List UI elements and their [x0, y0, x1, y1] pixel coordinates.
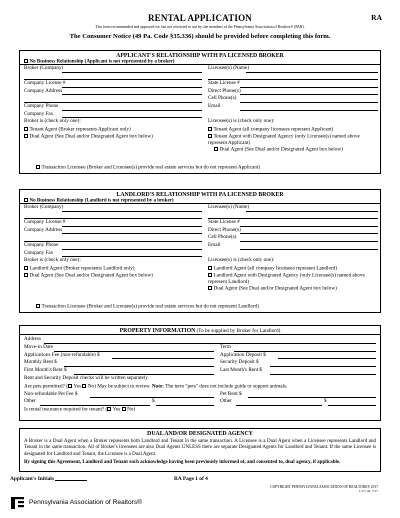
- check-designated-agency[interactable]: [208, 273, 378, 286]
- field-company-address[interactable]: [24, 228, 202, 236]
- checkbox[interactable]: [24, 266, 28, 270]
- applicant-box-title: APPLICANT'S RELATIONSHIP WITH PA LICENSED BROKER: [116, 52, 284, 59]
- check-label: Transaction Licensee (Broker and Licensee(s) provide real estate services but do not represent Landlord): [41, 303, 259, 310]
- field-label: State License #: [208, 80, 240, 87]
- check-label: Dual Agent (See Dual and/or Designated Agent box below): [29, 272, 153, 279]
- form-header: [6, 6, 394, 48]
- field-label: Company License #: [24, 80, 66, 87]
- form-page: [6, 6, 394, 512]
- field-label: Company Fax: [24, 110, 54, 117]
- page-number: RA Page 1 of 4: [174, 476, 208, 482]
- field-company-address[interactable]: [24, 89, 202, 97]
- app-deposit-label: Application Deposit $: [220, 351, 266, 358]
- checkbox[interactable]: [24, 134, 28, 138]
- field-cell-phone[interactable]: [208, 96, 378, 104]
- app-fee-line[interactable]: [112, 358, 214, 359]
- field-label: Address: [24, 336, 42, 342]
- field-broker-company[interactable]: [24, 205, 202, 213]
- checkbox[interactable]: [24, 273, 28, 277]
- pets-no-checkbox[interactable]: [82, 384, 86, 388]
- field-label: Licensee(s) (Name): [208, 65, 250, 71]
- field-label: State License #: [208, 219, 240, 226]
- pet-fee-label: Non-refundable Pet Fee $: [24, 390, 78, 397]
- insurance-question: Is rental insurance required for tenant?: [24, 406, 105, 413]
- field-label: Direct Phone(s): [208, 87, 241, 94]
- insurance-no-label: No: [127, 406, 134, 413]
- field-email[interactable]: [208, 104, 378, 112]
- checkbox[interactable]: [36, 304, 40, 308]
- check-dual-agent[interactable]: [24, 273, 202, 281]
- check-dual-agent[interactable]: [24, 134, 202, 142]
- field-label: Company Address: [24, 87, 63, 94]
- licensee-is-label: Licensee(s) is (check only one):: [208, 257, 275, 264]
- other2-amount-line[interactable]: [328, 405, 376, 406]
- dual-title: DUAL AND/OR DESIGNATED AGENCY: [147, 431, 253, 437]
- landlord-left-col: [24, 205, 202, 281]
- insurance-no-checkbox[interactable]: [122, 407, 126, 411]
- move-in-label: Move-in Date: [24, 343, 53, 350]
- field-label: Email: [208, 241, 221, 248]
- dual-consent: By signing this Agreement, Landlord and Tenant each acknowledge having been previously informed of, and consented to, dual agency, if applicable.: [24, 460, 341, 466]
- field-cell-phone[interactable]: [208, 235, 378, 243]
- field-label: Company Address: [24, 226, 63, 233]
- security-deposit-line[interactable]: [270, 366, 376, 367]
- pets-review: May be subject to review.: [97, 383, 151, 390]
- pet-rent-label: Pet Rent $: [220, 390, 242, 397]
- term-label: Term: [220, 343, 231, 350]
- field-label: Cell Phone(s): [208, 234, 237, 241]
- check-label: Tenant Agent with Designated Agency (only Licensee(s) named above represent Applicant): [208, 133, 360, 146]
- checkbox[interactable]: [24, 59, 28, 63]
- check-dual-agent-licensee[interactable]: [208, 286, 378, 294]
- check-label: Transaction Licensee (Broker and Licensee(s) provide real estate services but do not represent Applicant): [41, 164, 261, 171]
- check-label: Landlord Agent (Broker represents Landlord only): [29, 265, 135, 272]
- check-designated-agency[interactable]: [208, 134, 378, 147]
- last-month-label: Last Month's Rent $: [220, 367, 263, 374]
- field-label: Cell Phone(s): [208, 95, 237, 102]
- form-code: RA: [371, 13, 382, 22]
- check-label: Landlord Agent with Designated Agency (only Licensee(s) named above represent Landlord): [208, 272, 365, 285]
- row-pets: Are pets permitted? ( Yes No) May be subject to review. Note: The term "pets" does not include guide or support animals.: [24, 383, 288, 390]
- field-label: Broker (Company): [24, 65, 64, 71]
- applicant-initials[interactable]: [10, 476, 87, 482]
- field-label: Direct Phone(s): [208, 226, 241, 233]
- checkbox[interactable]: [24, 198, 28, 202]
- monthly-rent-line[interactable]: [64, 366, 214, 367]
- field-label: Company License #: [24, 219, 66, 226]
- pets-yes-checkbox[interactable]: [68, 384, 72, 388]
- field-label: Broker (Company): [24, 204, 64, 210]
- pets-yes-label: Yes: [73, 383, 82, 390]
- checkbox[interactable]: [208, 127, 212, 131]
- security-deposit-label: Security Deposit $: [220, 359, 259, 366]
- form-subtitle: This form recommended and approved for, but not restricted to use by, the members of the Pennsylvania Association of Realtors® (PAR).: [95, 24, 305, 29]
- credit-check-note: Rent and Security Deposit checks will be written separately.: [24, 374, 149, 381]
- licensee-is-label: Licensee(s) is (check only one):: [208, 118, 275, 125]
- property-title: PROPERTY INFORMATION: [119, 327, 196, 334]
- field-licensee-name[interactable]: [208, 205, 378, 213]
- checkbox[interactable]: [214, 147, 218, 151]
- check-label: Landlord Agent (all company licensees represent Landlord): [213, 265, 338, 272]
- other2-amount: $: [324, 398, 327, 405]
- app-fee-label: Applications Fee (non-refundable) $: [24, 351, 100, 358]
- par-logo-icon: [10, 496, 26, 510]
- applicant-box-header: [20, 51, 380, 65]
- property-fields: [24, 337, 376, 415]
- initials-label: Applicant's Initials: [10, 476, 54, 482]
- other1-amount: $: [152, 398, 155, 405]
- checkbox[interactable]: [208, 134, 212, 138]
- revision: 1/17; rel. 7/17: [358, 489, 378, 493]
- landlord-box-header: [20, 190, 380, 204]
- broker-is-label: Broker is (check only one):: [24, 257, 81, 264]
- check-label: Tenant Agent (Broker represents Applicant only): [29, 126, 131, 133]
- other2-line[interactable]: [236, 405, 322, 406]
- pet-rent-line[interactable]: [248, 397, 376, 398]
- check-transaction-licensee[interactable]: [36, 165, 260, 171]
- checkbox[interactable]: [208, 273, 212, 277]
- checkbox[interactable]: [208, 286, 212, 290]
- field-email[interactable]: [208, 243, 378, 251]
- other1-amount-line[interactable]: [156, 405, 214, 406]
- app-deposit-line[interactable]: [278, 358, 376, 359]
- check-label: Dual Agent (See Dual and/or Designated Agent box below): [219, 146, 343, 153]
- property-info-box: [19, 325, 381, 421]
- row-app-fee: [24, 353, 376, 361]
- form-title: RENTAL APPLICATION: [147, 13, 253, 23]
- no-business-label: No Business Relationship (Applicant is not represented by a broker): [29, 59, 175, 65]
- initials-line[interactable]: [55, 477, 87, 481]
- row-insurance: Is rental insurance required for tenant? ( Yes No): [24, 406, 136, 413]
- insurance-yes-checkbox[interactable]: [107, 407, 111, 411]
- insurance-yes-label: Yes: [112, 406, 121, 413]
- check-transaction-licensee[interactable]: [36, 304, 259, 310]
- check-label: Dual Agent (See Dual and/or Designated Agent box below): [29, 133, 153, 140]
- landlord-box-title: LANDLORD'S RELATIONSHIP WITH PA LICENSED BROKER: [116, 191, 284, 198]
- field-licensee-name[interactable]: [208, 66, 378, 74]
- check-label: Dual Agent (See Dual and/or Designated Agent box below): [213, 285, 337, 292]
- field-broker-company[interactable]: [24, 66, 202, 74]
- first-month-label: First Month's Rent $: [24, 367, 67, 374]
- note-label: Note:: [151, 383, 164, 390]
- dual-paragraph: A Broker is a Dual Agent when a Broker represents both Landlord and Tenant in the same transaction. A Licensee is a Dual Agent when a Licensee represents Landlord and Tenant in the same transaction. All of Broker's licensees are also Dual Agents UNLESS there are separate Designated Agents for Landlord and Tenant. If the same Licensee is designated for Landlord and Tenant, the Licensee is a Dual Agent.: [24, 438, 376, 457]
- checkbox[interactable]: [208, 266, 212, 270]
- landlord-broker-box: [19, 189, 381, 313]
- applicant-broker-box: [19, 50, 381, 174]
- applicant-right-col: [208, 66, 378, 155]
- note-text: The term "pets" does not include guide or support animals.: [165, 383, 288, 390]
- row-monthly-rent: [24, 360, 376, 368]
- monthly-rent-label: Monthly Rent $: [24, 359, 57, 366]
- other1-label: Other: [24, 398, 36, 405]
- check-label: Tenant Agent (all company licensees represent Applicant): [213, 126, 334, 133]
- pets-no-label: No: [87, 383, 95, 390]
- field-address[interactable]: [24, 337, 376, 345]
- property-title-note: (To be supplied by Broker for Landlord): [196, 327, 281, 334]
- last-month-line[interactable]: [270, 374, 376, 375]
- page-footer: [6, 476, 394, 512]
- copyright: COPYRIGHT PENNSYLVANIA ASSOCIATION OF REALTORS® 2017: [270, 485, 378, 489]
- broker-is-label: Broker is (check only one):: [24, 118, 81, 125]
- field-label: Licensee(s) (Name): [208, 204, 250, 210]
- landlord-right-col: [208, 205, 378, 294]
- pets-question: Are pets permitted?: [24, 383, 65, 390]
- field-label: Email: [208, 102, 221, 109]
- checkbox[interactable]: [36, 165, 40, 169]
- no-business-label: No Business Relationship (Landlord is not represented by a broker): [29, 198, 174, 204]
- dual-agency-box: [19, 428, 381, 472]
- property-box-header: [20, 326, 380, 335]
- field-label: Company Phone: [24, 241, 59, 248]
- checkbox[interactable]: [24, 127, 28, 131]
- field-label: Company Fax: [24, 249, 54, 256]
- field-label: Company Phone: [24, 102, 59, 109]
- applicant-left-col: [24, 66, 202, 142]
- check-dual-agent-licensee[interactable]: [208, 147, 378, 155]
- logo-text: Pennsylvania Association of Realtors®: [29, 499, 142, 506]
- consumer-notice: The Consumer Notice (49 Pa. Code §35.336) should be provided before completing this form.: [69, 33, 331, 40]
- other2-label: Other: [220, 398, 232, 405]
